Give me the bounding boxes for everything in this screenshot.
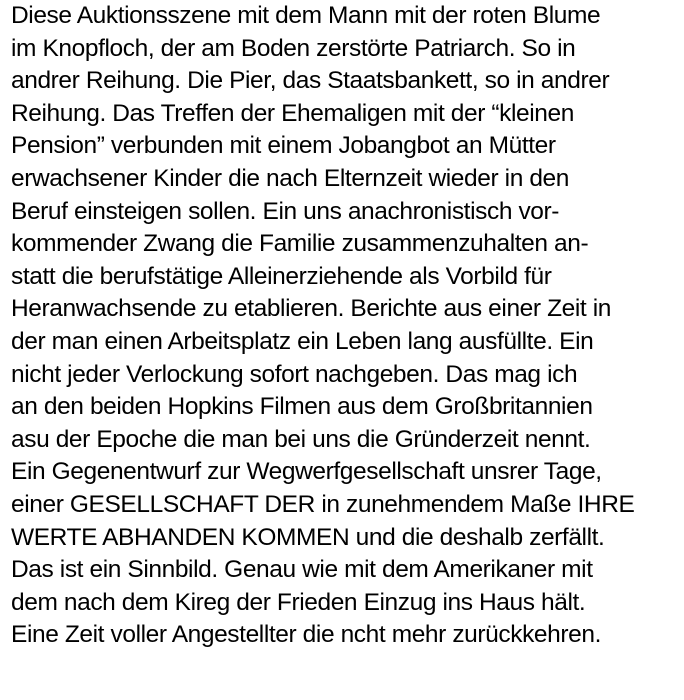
text-line: Heranwachsende zu etablieren. Berichte aus einer Zeit in (11, 295, 611, 323)
text-line: asu der Epoche die man bei uns die Gründerzeit nennt. (11, 425, 591, 453)
text-line: Diese Auktionsszene mit dem Mann mit der roten Blume (11, 2, 601, 29)
text-line: Eine Zeit voller Angestellter die ncht mehr zurückkehren. (11, 621, 601, 649)
text-line: Das ist ein Sinnbild. Genau wie mit dem Amerikaner mit (11, 556, 593, 584)
text-line: im Knopfloch, der am Boden zerstörte Patriarch. So in (11, 34, 576, 62)
text-line: kommender Zwang die Familie zusammenzuhalten an- (11, 230, 589, 258)
body-text (11, 0, 683, 652)
text-line: erwachsener Kinder die nach Elternzeit wieder in den (11, 164, 570, 192)
text-line: einer GESELLSCHAFT DER in zunehmendem Maße IHRE (11, 490, 635, 518)
text-line: andrer Reihung. Die Pier, das Staatsbankett, so in andrer (11, 67, 610, 95)
text-line: nicht jeder Verlockung sofort nachgeben. Das mag ich (11, 360, 578, 388)
text-line: dem nach dem Kireg der Frieden Einzug ins Haus hält. (11, 588, 586, 616)
text-line: statt die berufstätige Alleinerziehende als Vorbild für (11, 262, 552, 290)
text-line: Reihung. Das Treffen der Ehemaligen mit der “kleinen (11, 99, 574, 127)
text-line: Pension” verbunden mit einem Jobangbot an Mütter (11, 132, 556, 160)
text-line: an den beiden Hopkins Filmen aus dem Großbritannien (11, 393, 593, 421)
text-line: Ein Gegenentwurf zur Wegwerfgesellschaft unsrer Tage, (11, 458, 602, 486)
text-line: der man einen Arbeitsplatz ein Leben lang ausfüllte. Ein (11, 327, 594, 355)
text-line: WERTE ABHANDEN KOMMEN und die deshalb zerfällt. (11, 523, 605, 551)
text-line: Beruf einsteigen sollen. Ein uns anachronistisch vor- (11, 197, 560, 225)
